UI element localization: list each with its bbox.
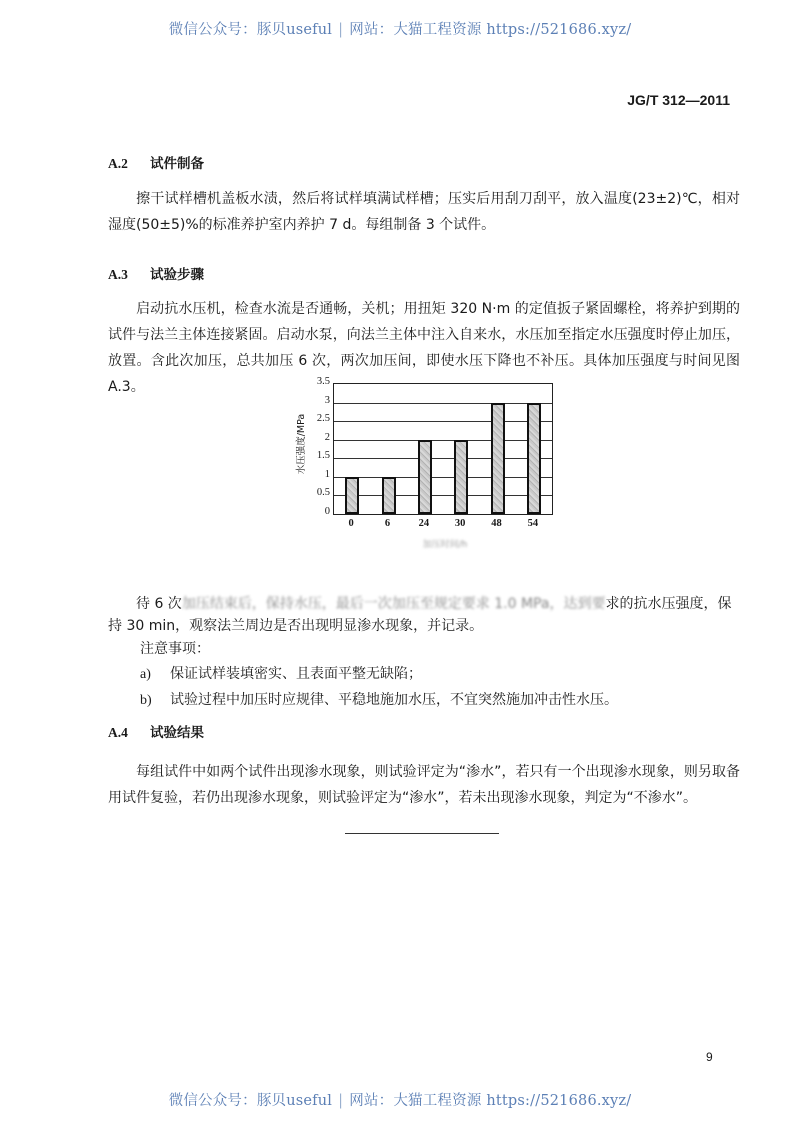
list-marker: a) <box>140 667 151 682</box>
chart-y-tick-label: 2.5 <box>316 413 330 425</box>
chart-gridline <box>334 440 552 441</box>
watermark-website: 网站：大猫工程资源 https://521686.xyz/ <box>349 22 632 38</box>
chart-bar <box>418 440 432 514</box>
chart-y-tick-label: 0 <box>324 506 330 517</box>
paragraph-text: 擦干试样槽机盖板水渍，然后将试样填满试样槽；压实后用刮刀刮平，放入温度(23±2)℃，相对湿度(50±5)%的标准养护室内养护 7 d。每组制备 3 个试件。 <box>108 191 740 233</box>
paragraph-text-end: 求的抗水压强度，保 <box>605 596 732 612</box>
chart-x-tick-label: 48 <box>491 518 502 529</box>
section-number: A.3 <box>108 267 128 282</box>
section-heading-a4 <box>108 721 204 741</box>
section-heading-a3 <box>108 263 204 283</box>
section-title: 试件制备 <box>150 156 204 172</box>
chart-gridline <box>334 458 552 459</box>
chart-y-tick-label: 1 <box>324 468 330 480</box>
note-item-a <box>140 663 422 683</box>
chart-y-axis-label: 水压强度/MPa <box>296 413 307 475</box>
notes-title: 注意事项： <box>140 641 210 657</box>
note-text: 保证试样装填密实、且表面平整无缺陷； <box>170 666 422 682</box>
watermark-wechat: 微信公众号：豚贝useful <box>168 1093 333 1109</box>
chart-x-axis-label: 加压时间/h <box>422 540 468 550</box>
chart-bar <box>454 440 468 514</box>
watermark-separator: | <box>338 1093 344 1109</box>
section-title: 试验步骤 <box>150 267 204 283</box>
chart-x-tick-label: 6 <box>384 518 391 529</box>
chart-bar <box>491 403 505 514</box>
paragraph-text-start: 待 6 次 <box>136 596 182 612</box>
watermark-website: 网站：大猫工程资源 https://521686.xyz/ <box>349 1093 632 1109</box>
chart-gridline <box>334 495 552 496</box>
note-text: 试验过程中加压时应规律、平稳地施加水压，不宜突然施加冲击性水压。 <box>170 692 618 708</box>
chart-y-tick-label: 0.5 <box>316 487 330 499</box>
chart-gridline <box>334 477 552 478</box>
chart-y-tick-label: 3.5 <box>316 376 330 387</box>
paragraph-text: 每组试件中如两个试件出现渗水现象，则试验评定为“渗水”，若只有一个出现渗水现象，则另取备用试件复验，若仍出现渗水现象，则试验评定为“渗水”，若未出现渗水现象，判定为“不渗水”。 <box>108 764 740 806</box>
chart-x-tick-label: 24 <box>418 518 430 529</box>
note-item-b <box>140 689 618 709</box>
end-of-document-rule <box>345 833 499 834</box>
section-title: 试验结果 <box>150 725 204 741</box>
chart-y-tick-label: 1.5 <box>316 450 330 462</box>
chart-bar <box>382 477 396 514</box>
chart-plot-area <box>333 383 553 515</box>
standard-code: JG/T 312—2011 <box>627 92 730 108</box>
paragraph-text: 启动抗水压机，检查水流是否通畅，关机；用扭矩 320 N·m 的定值扳子紧固螺栓，将养护到期的试件与法兰主体连接紧固。启动水泵，向法兰主体中注入自来水，水压加至指定水压强度时停止加压，放置。含此次加压，总共加压 6 次，两次加压间，即使水压下降也不补压。具体加压强度与时间见图 A.3。 <box>108 301 740 395</box>
chart-bar <box>345 477 359 514</box>
section-heading-a2 <box>108 152 204 172</box>
section-a4-paragraph <box>108 759 740 811</box>
chart-y-tick-label: 3 <box>324 394 330 406</box>
watermark-separator: | <box>338 22 344 38</box>
section-number: A.4 <box>108 725 128 740</box>
obscured-text: 加压结束后，保持水压，最后一次加压至规定要求 1.0 MPa，达到要 <box>181 596 606 612</box>
after-chart-paragraph-line2: 持 30 min，观察法兰周边是否出现明显渗水现象，并记录。 <box>108 618 484 634</box>
section-a2-paragraph <box>108 186 740 238</box>
chart-bar <box>527 403 541 514</box>
list-marker: b) <box>140 693 152 708</box>
page-number: 9 <box>706 1050 713 1064</box>
bottom-watermark <box>0 1089 800 1110</box>
chart-x-tick-label: 30 <box>454 518 466 529</box>
watermark-wechat: 微信公众号：豚贝useful <box>168 22 333 38</box>
chart-gridline <box>334 403 552 404</box>
section-number: A.2 <box>108 156 128 171</box>
chart-y-tick-label: 2 <box>324 431 330 443</box>
bar-chart-figure-a3 <box>290 375 570 600</box>
chart-x-tick-label: 54 <box>527 518 539 529</box>
top-watermark <box>0 18 800 39</box>
chart-x-tick-label: 0 <box>348 518 354 529</box>
chart-gridline <box>334 421 552 422</box>
